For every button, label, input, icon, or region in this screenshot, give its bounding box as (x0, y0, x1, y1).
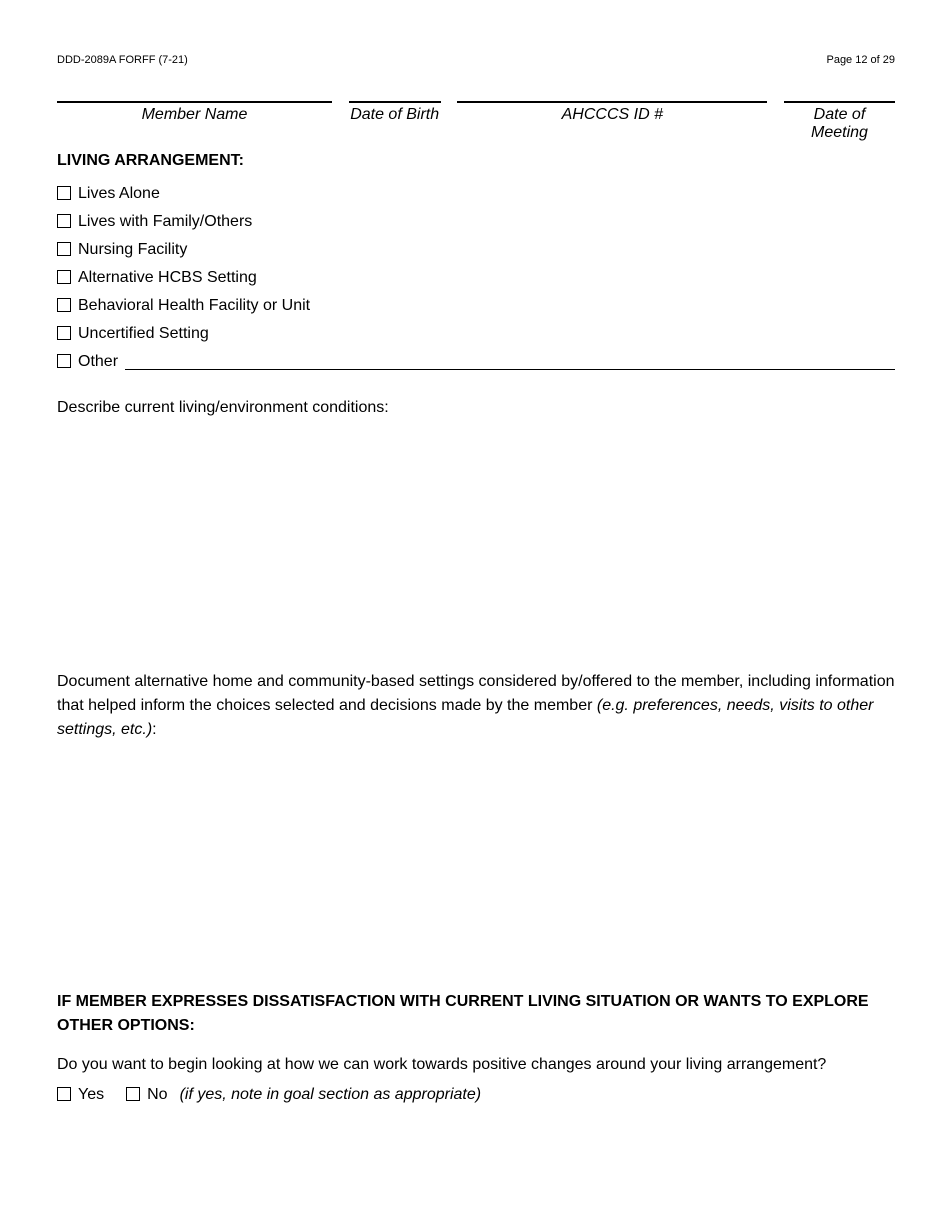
date-of-meeting-label: Date of Meeting (811, 106, 868, 141)
member-name-field (57, 89, 332, 142)
checkbox-other[interactable] (57, 354, 71, 368)
ahcccs-id-input-line[interactable] (457, 89, 767, 103)
ahcccs-id-field (457, 89, 767, 142)
document-settings-answer-area[interactable] (57, 742, 895, 980)
living-arrangement-options (57, 184, 895, 372)
checkbox-label: Behavioral Health Facility or Unit (78, 297, 311, 314)
option-row-lives-with-family (57, 212, 895, 232)
date-of-birth-label: Date of Birth (350, 106, 440, 123)
checkbox-uncertified-setting[interactable] (57, 326, 71, 340)
date-of-birth-field (349, 89, 441, 142)
dissatisfaction-question: Do you want to begin looking at how we can work towards positive changes around your living arrangement? (57, 1056, 827, 1073)
dissatisfaction-heading: IF MEMBER EXPRESSES DISSATISFACTION WITH CURRENT LIVING SITUATION OR WANTS TO EXPLORE OTHER OPTIONS: (57, 993, 869, 1034)
yes-no-note: (if yes, note in goal section as appropriate) (179, 1086, 482, 1103)
date-of-meeting-input-line[interactable] (784, 89, 895, 103)
checkbox-alternative-hcbs[interactable] (57, 270, 71, 284)
checkbox-label: Alternative HCBS Setting (78, 269, 257, 286)
option-row-nursing-facility (57, 240, 895, 260)
checkbox-label: Lives Alone (78, 185, 160, 202)
option-row-alternative-hcbs (57, 268, 895, 288)
checkbox-lives-with-family[interactable] (57, 214, 71, 228)
checkbox-label: Nursing Facility (78, 241, 188, 258)
no-label: No (147, 1086, 168, 1103)
checkbox-nursing-facility[interactable] (57, 242, 71, 256)
living-arrangement-heading: LIVING ARRANGEMENT: (57, 152, 244, 169)
option-row-other (57, 352, 895, 372)
document-settings-prompt-italic: (e.g. preferences, needs, visits to other settings, etc.) (57, 697, 874, 738)
page-header (57, 54, 895, 67)
checkbox-label: Lives with Family/Others (78, 213, 253, 230)
other-input-line[interactable] (125, 355, 895, 370)
checkbox-lives-alone[interactable] (57, 186, 71, 200)
member-name-label: Member Name (141, 106, 248, 123)
describe-conditions-answer-area[interactable] (57, 420, 895, 670)
document-settings-prompt-suffix: : (152, 721, 157, 738)
identity-fields-row (57, 89, 895, 142)
form-number: DDD-2089A FORFF (7-21) (57, 54, 188, 66)
checkbox-no[interactable] (126, 1087, 140, 1101)
member-name-input-line[interactable] (57, 89, 332, 103)
ahcccs-id-label: AHCCCS ID # (561, 106, 663, 123)
option-row-behavioral-health (57, 296, 895, 316)
checkbox-label: Other (78, 353, 119, 370)
document-settings-prompt-text: Document alternative home and community-based settings considered by/offered to the member, including information that helped inform the choices selected and decisions made by the member (57, 673, 895, 714)
date-of-meeting-field (784, 89, 895, 142)
document-settings-prompt (57, 670, 895, 742)
option-row-uncertified-setting (57, 324, 895, 344)
checkbox-label: Uncertified Setting (78, 325, 209, 342)
option-row-lives-alone (57, 184, 895, 204)
date-of-birth-input-line[interactable] (349, 89, 441, 103)
describe-conditions-prompt: Describe current living/environment conditions: (57, 399, 389, 416)
checkbox-behavioral-health[interactable] (57, 298, 71, 312)
yes-label: Yes (78, 1086, 105, 1103)
checkbox-yes[interactable] (57, 1087, 71, 1101)
yes-no-row (57, 1084, 895, 1106)
page-number: Page 12 of 29 (826, 54, 895, 66)
